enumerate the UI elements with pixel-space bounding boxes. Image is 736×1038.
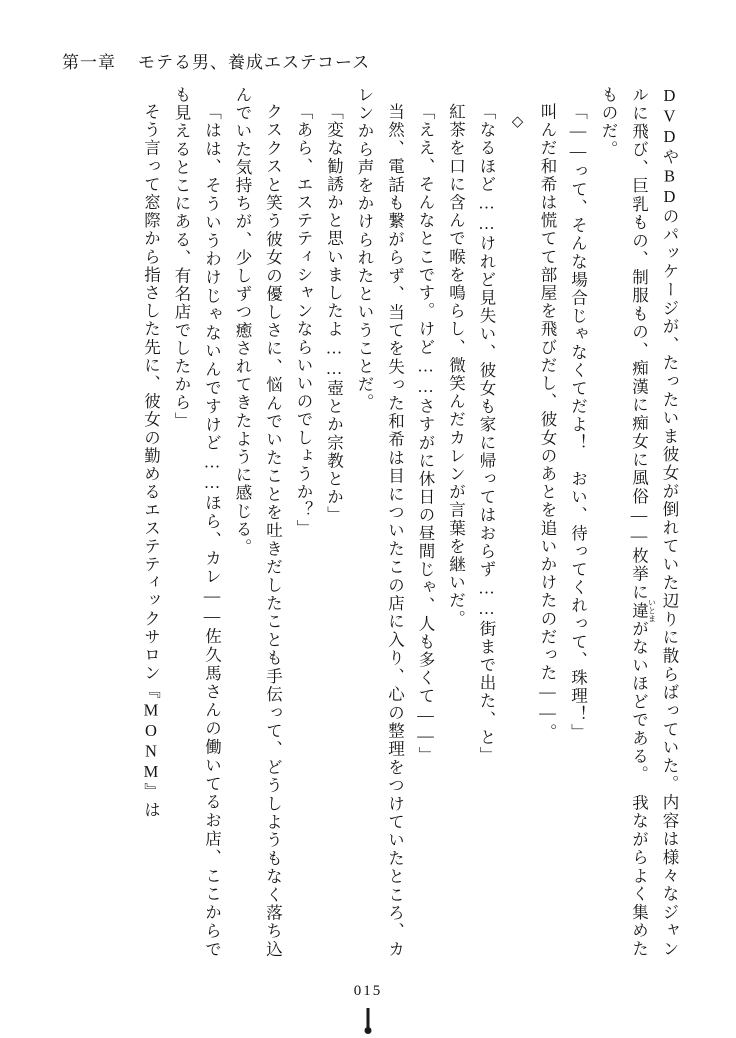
paragraph: 当然、電話も繋がらず、当てを失った和希は目についたこの店に入り、心の整理をつけていたところ、カレンから声をかけられたということだ。 (355, 86, 405, 958)
running-header (0, 48, 736, 78)
paragraph: 「あら、エステティシャンならいいのでしょうか？」 (294, 102, 313, 537)
paragraph: 「変な勧誘かと思いましたよ……壺とか宗教とか」 (324, 102, 344, 524)
paragraph: 「なるほど……けれど見失い、彼女も家に帰ってはおらず……街まで出た、と」 (477, 102, 496, 765)
footer-dot-icon (365, 1027, 372, 1034)
page-number: 015 (353, 983, 383, 999)
paragraph: そう言って窓際から指さした先に、彼女の勤めるエステティックサロン『MONM』は (141, 102, 161, 819)
chapter-number: 第一章 (62, 53, 116, 72)
chapter-title: モテる男、養成エステコース (138, 53, 371, 72)
paragraph: DVDやBDのパッケージが、たったいま彼女が倒れていた辺りに散らばっていた。内容は様々なジャンルに飛び、巨乳もの、制服もの、痴漢に痴女に風俗――枚挙に違 いとまがないほどである。 我ながらよく集めたものだ。 (599, 86, 679, 958)
paragraph: クスクスと笑う彼女の優しさに、悩んでいたことを吐きだしたことも手伝って、どうしようもなく落ち込んでいた気持ちが、少しずつ癒されてきたように感じる。 (233, 86, 283, 958)
ruby-annotation: 違 いとま (629, 598, 657, 623)
paragraph: 「――って、そんな場合じゃなくてだよ！ おい、待ってくれって、珠理！」 (568, 102, 588, 741)
paragraph: 叫んだ和希は慌てて部屋を飛びだし、彼女のあとを追いかけたのだった――。 (538, 102, 557, 741)
paragraph: 「ええ、そんなとこです。けど……さすがに休日の昼間じゃ、人も多くて――」 (416, 102, 435, 765)
paragraph: 紅茶を口に含んで喉を鳴らし、微笑んだカレンが言葉を継いだ。 (446, 102, 466, 628)
scene-break-mark: ◇ (508, 112, 525, 132)
chapter-heading (62, 48, 370, 73)
paragraph: 「はは、そういうわけじゃないんですけど……ほら、カレ――佐久馬さんの働いてるお店、ここからでも見えるとこにある、有名店でしたから」 (172, 86, 222, 958)
page-body-text (135, 86, 684, 958)
